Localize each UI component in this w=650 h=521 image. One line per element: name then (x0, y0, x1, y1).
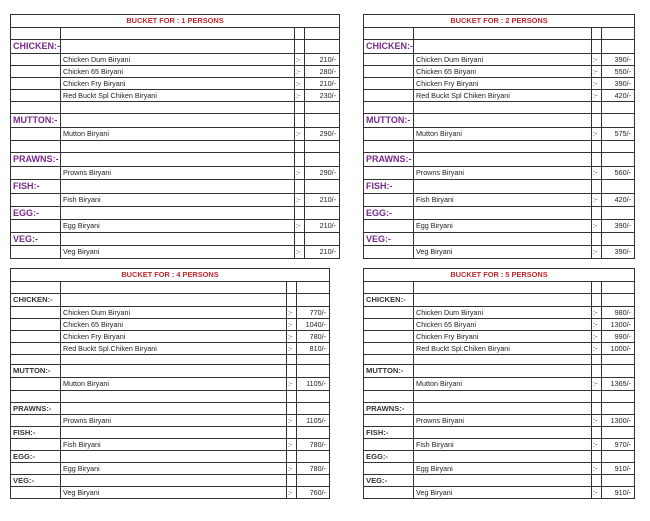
item-name: Chicken 65 Biryani (414, 66, 592, 78)
item-name: Chicken 65 Biryani (61, 66, 295, 78)
menu-row (364, 90, 635, 102)
category-chicken: CHICKEN:- (364, 294, 414, 307)
menu-row (364, 194, 635, 207)
bucket-title: BUCKET FOR : 2 PERSONS (364, 15, 635, 28)
item-price: 1105/- (297, 415, 330, 427)
category-chicken: CHICKEN:- (11, 294, 61, 307)
separator: :- (592, 415, 602, 427)
item-name: Prowns Biryani (61, 415, 287, 427)
item-price: 780/- (297, 439, 330, 451)
blank-cell (364, 282, 414, 294)
menu-row (364, 307, 635, 319)
separator: :- (592, 343, 602, 355)
separator: :- (592, 307, 602, 319)
bucket-title: BUCKET FOR : 5 PERSONS (364, 269, 635, 282)
item-name: Prowns Biryani (61, 167, 295, 180)
separator: :- (295, 246, 305, 259)
item-price: 390/- (602, 220, 635, 233)
item-price: 560/- (602, 167, 635, 180)
item-price: 980/- (602, 307, 635, 319)
item-price: 210/- (305, 246, 340, 259)
category-fish: FISH:- (364, 427, 414, 439)
item-name: Red Buckt Spl Chiken Biryani (61, 90, 295, 102)
item-price: 1300/- (602, 319, 635, 331)
item-name: Veg Biryani (414, 487, 592, 499)
menu-row (11, 128, 340, 141)
menu-row (11, 331, 330, 343)
menu-row (11, 246, 340, 259)
separator: :- (295, 194, 305, 207)
item-name: Chicken Dum Biryani (414, 54, 592, 66)
item-name: Mutton Biryani (61, 378, 287, 391)
item-name: Fish Biryani (414, 439, 592, 451)
menu-row (11, 439, 330, 451)
item-price: 210/- (305, 220, 340, 233)
item-price: 1105/- (297, 378, 330, 391)
separator: :- (592, 439, 602, 451)
menu-row (11, 167, 340, 180)
separator: :- (592, 128, 602, 141)
item-name: Egg Biryani (414, 463, 592, 475)
separator: :- (287, 463, 297, 475)
item-name: Mutton Biryani (414, 128, 592, 141)
category-veg: VEG:- (11, 233, 61, 246)
item-price: 210/- (305, 54, 340, 66)
separator: :- (295, 54, 305, 66)
blank-cell (364, 28, 414, 40)
menu-row (11, 90, 340, 102)
category-veg: VEG:- (364, 233, 414, 246)
separator: :- (295, 78, 305, 90)
item-name: Chicken Fry Biryani (414, 331, 592, 343)
item-name: Chicken Fry Biryani (414, 78, 592, 90)
item-name: Veg Biryani (414, 246, 592, 259)
item-name: Chicken 65 Biryani (414, 319, 592, 331)
separator: :- (592, 378, 602, 391)
item-name: Egg Biryani (61, 463, 287, 475)
menu-row (364, 319, 635, 331)
item-name: Chicken Dum Biryani (61, 307, 287, 319)
separator: :- (287, 331, 297, 343)
separator: :- (592, 487, 602, 499)
menu-row (364, 463, 635, 475)
separator: :- (592, 90, 602, 102)
item-price: 210/- (305, 194, 340, 207)
item-price: 420/- (602, 194, 635, 207)
item-price: 390/- (602, 246, 635, 259)
item-price: 810/- (297, 343, 330, 355)
menu-row (364, 220, 635, 233)
blank-cell (11, 282, 61, 294)
item-price: 970/- (602, 439, 635, 451)
category-egg: EGG:- (11, 207, 61, 220)
item-price: 290/- (305, 167, 340, 180)
item-price: 390/- (602, 54, 635, 66)
separator: :- (295, 220, 305, 233)
item-price: 575/- (602, 128, 635, 141)
item-name: Red Buckt Spl Chiken Biryani (414, 90, 592, 102)
bucket-title: BUCKET FOR : 4 PERSONS (11, 269, 330, 282)
separator: :- (592, 66, 602, 78)
category-prawns: PRAWNS:- (364, 153, 414, 167)
item-price: 550/- (602, 66, 635, 78)
item-price: 210/- (305, 78, 340, 90)
category-egg: EGG:- (11, 451, 61, 463)
blank-cell (11, 28, 61, 40)
separator: :- (592, 319, 602, 331)
menu-row (364, 439, 635, 451)
separator: :- (592, 54, 602, 66)
item-price: 990/- (602, 331, 635, 343)
separator: :- (592, 194, 602, 207)
menu-row (11, 194, 340, 207)
category-chicken: CHICKEN:- (364, 40, 414, 54)
separator: :- (295, 167, 305, 180)
item-name: Prowns Biryani (414, 415, 592, 427)
item-price: 1300/- (602, 415, 635, 427)
menu-row (11, 220, 340, 233)
item-name: Chicken 65 Biryani (61, 319, 287, 331)
item-name: Veg Biryani (61, 487, 287, 499)
separator: :- (295, 66, 305, 78)
separator: :- (287, 343, 297, 355)
item-price: 280/- (305, 66, 340, 78)
category-fish: FISH:- (364, 180, 414, 194)
item-name: Mutton Biryani (414, 378, 592, 391)
item-price: 770/- (297, 307, 330, 319)
separator: :- (287, 307, 297, 319)
item-price: 910/- (602, 487, 635, 499)
bucket-2-persons-table (363, 14, 635, 259)
category-egg: EGG:- (364, 451, 414, 463)
item-name: Red Buckt Spl.Chiken Biryani (61, 343, 287, 355)
item-price: 760/- (297, 487, 330, 499)
separator: :- (295, 128, 305, 141)
item-price: 230/- (305, 90, 340, 102)
category-prawns: PRAWNS:- (11, 403, 61, 415)
item-name: Egg Biryani (61, 220, 295, 233)
item-name: Red Buckt Spl.Chiken Biryani (414, 343, 592, 355)
category-egg: EGG:- (364, 207, 414, 220)
category-fish: FISH:- (11, 427, 61, 439)
separator: :- (287, 487, 297, 499)
separator: :- (592, 167, 602, 180)
menu-row (364, 246, 635, 259)
item-price: 780/- (297, 463, 330, 475)
item-name: Chicken Fry Biryani (61, 78, 295, 90)
item-name: Chicken Fry Biryani (61, 331, 287, 343)
item-name: Chicken Dum Biryani (61, 54, 295, 66)
item-price: 390/- (602, 78, 635, 90)
menu-row (364, 331, 635, 343)
menu-row (364, 66, 635, 78)
item-name: Fish Biryani (61, 194, 295, 207)
item-name: Chicken Dum Biryani (414, 307, 592, 319)
bucket-5-persons-table (363, 268, 635, 499)
category-veg: VEG:- (364, 475, 414, 487)
category-fish: FISH:- (11, 180, 61, 194)
category-chicken: CHICKEN:- (11, 40, 61, 54)
menu-row (364, 78, 635, 90)
category-mutton: MUTTON:- (11, 365, 61, 378)
separator: :- (592, 463, 602, 475)
menu-row (364, 167, 635, 180)
item-name: Fish Biryani (414, 194, 592, 207)
menu-row (11, 319, 330, 331)
menu-row (11, 415, 330, 427)
item-price: 1365/- (602, 378, 635, 391)
bucket-1-persons-table (10, 14, 340, 259)
item-price: 1040/- (297, 319, 330, 331)
separator: :- (287, 378, 297, 391)
item-name: Veg Biryani (61, 246, 295, 259)
item-price: 420/- (602, 90, 635, 102)
menu-row (364, 487, 635, 499)
separator: :- (592, 246, 602, 259)
menu-row (364, 378, 635, 391)
item-price: 910/- (602, 463, 635, 475)
menu-row (11, 307, 330, 319)
category-prawns: PRAWNS:- (11, 153, 61, 167)
menu-row (364, 54, 635, 66)
item-name: Fish Biryani (61, 439, 287, 451)
category-mutton: MUTTON:- (11, 114, 61, 128)
menu-row (364, 128, 635, 141)
category-prawns: PRAWNS:- (364, 403, 414, 415)
separator: :- (287, 319, 297, 331)
separator: :- (592, 220, 602, 233)
item-name: Egg Biryani (414, 220, 592, 233)
separator: :- (287, 439, 297, 451)
category-mutton: MUTTON:- (364, 365, 414, 378)
menu-row (11, 463, 330, 475)
separator: :- (287, 415, 297, 427)
menu-row (11, 487, 330, 499)
menu-row (11, 54, 340, 66)
item-price: 1000/- (602, 343, 635, 355)
category-mutton: MUTTON:- (364, 114, 414, 128)
item-price: 780/- (297, 331, 330, 343)
bucket-4-persons-table (10, 268, 330, 499)
separator: :- (295, 90, 305, 102)
menu-row (364, 343, 635, 355)
separator: :- (592, 331, 602, 343)
item-name: Mutton Biryani (61, 128, 295, 141)
item-price: 290/- (305, 128, 340, 141)
menu-row (11, 378, 330, 391)
separator: :- (592, 78, 602, 90)
menu-row (364, 415, 635, 427)
category-veg: VEG:- (11, 475, 61, 487)
item-name: Prowns Biryani (414, 167, 592, 180)
menu-row (11, 78, 340, 90)
menu-row (11, 66, 340, 78)
bucket-title: BUCKET FOR : 1 PERSONS (11, 15, 340, 28)
menu-row (11, 343, 330, 355)
